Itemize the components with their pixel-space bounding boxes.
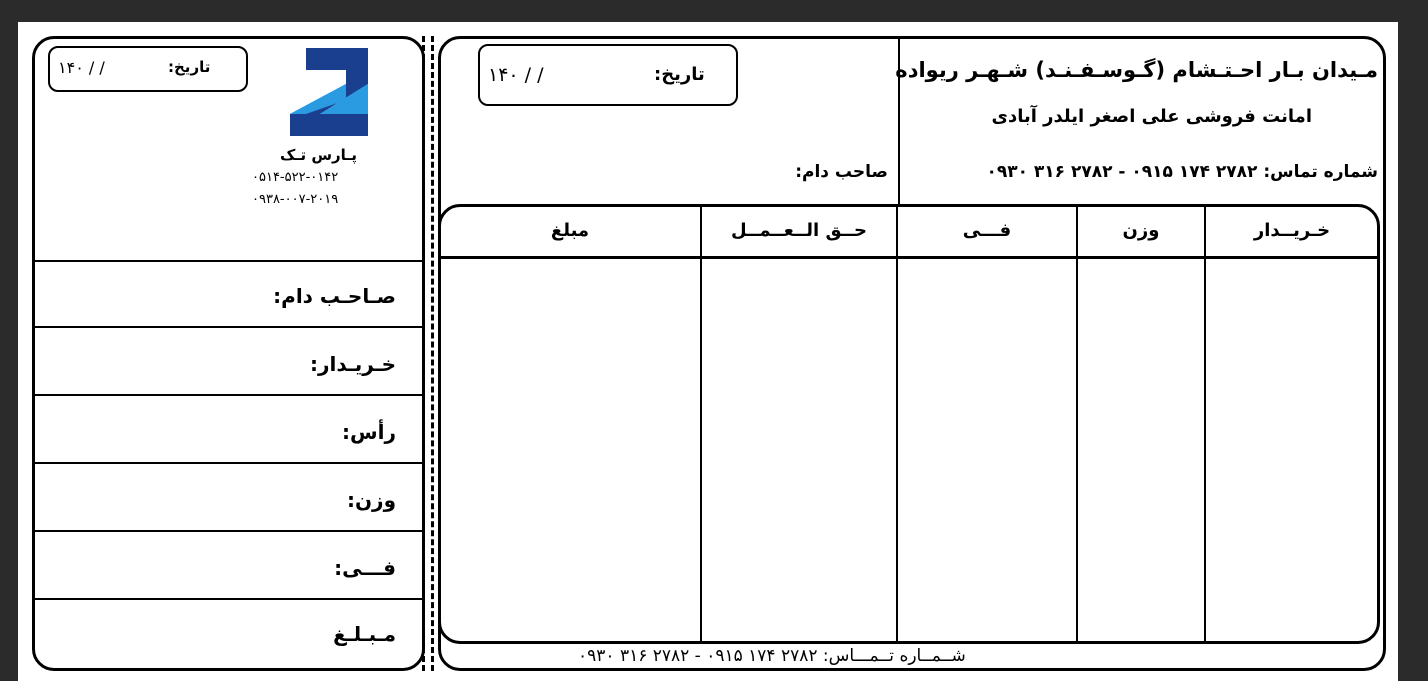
stub-field-owner: صـاحـب دام: (273, 284, 396, 308)
col-weight: وزن (1122, 220, 1160, 241)
table-column-line (1076, 206, 1078, 642)
perforation-line (431, 36, 434, 671)
header-divider (898, 38, 900, 204)
stub-field-weight: وزن: (346, 488, 396, 512)
table-header-line (440, 256, 1378, 259)
col-buyer: خـریــدار (1253, 220, 1331, 241)
receipt-sheet (18, 22, 1398, 681)
stub-date-label: تاریخ: (168, 58, 211, 76)
main-subtitle: امانت فروشی علی اصغر ایلدر آبادی (991, 106, 1312, 127)
stub-divider (34, 598, 423, 600)
main-date-value: ۱۴۰ / / (488, 64, 544, 86)
stub-divider (34, 260, 423, 262)
items-table (438, 204, 1380, 644)
col-price: فـــی (962, 220, 1012, 241)
main-date-label: تاریخ: (654, 64, 705, 85)
owner-label: صاحب دام: (795, 162, 888, 182)
main-contact: شماره تماس: ۲۷۸۲ ۱۷۴ ۰۹۱۵ - ۲۷۸۲ ۳۱۶ ۰۹۳۰ (986, 162, 1378, 182)
logo-name: پـارس تـک (280, 146, 358, 164)
footer-contact: شــمــاره تــمـــاس: ۲۷۸۲ ۱۷۴ ۰۹۱۵ - ۲۷۸۲ ۳۱۶ ۰۹۳۰ (578, 646, 966, 666)
stub-phone-2: ۰۹۳۸-۰۰۷-۲۰۱۹ (252, 192, 339, 207)
table-column-line (896, 206, 898, 642)
stub-field-price: فـــی: (334, 556, 396, 580)
stub-divider (34, 394, 423, 396)
table-column-line (1204, 206, 1206, 642)
stub-divider (34, 530, 423, 532)
stub-field-amount: مـبـلـغ (333, 622, 396, 646)
stub-divider (34, 326, 423, 328)
logo-icon (276, 44, 376, 140)
perforation-line (422, 36, 425, 671)
table-column-line (700, 206, 702, 642)
col-commission: حــق الــعــمــل (731, 220, 867, 241)
col-amount: مبلغ (550, 220, 590, 241)
stub-date-value: ۱۴۰ / / (58, 58, 105, 77)
stub-field-heads: رأس: (342, 420, 396, 444)
main-title: مـیدان بـار احـتـشام (گـوسـفـنـد) شـهـر ریواده (895, 58, 1378, 82)
stub-field-buyer: خـریـدار: (310, 352, 396, 376)
stub-phone-1: ۰۵۱۴-۵۲۲-۰۱۴۲ (252, 170, 339, 185)
stub-divider (34, 462, 423, 464)
